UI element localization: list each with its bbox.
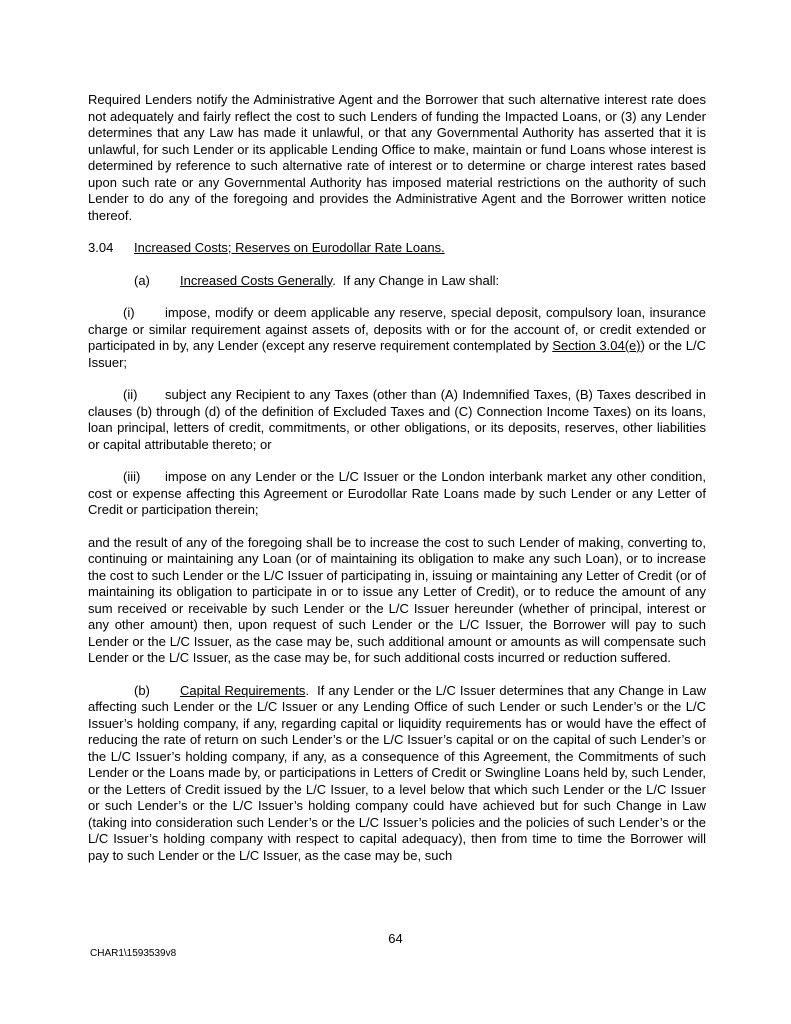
- clause-b-label: (b): [134, 682, 150, 698]
- paragraph-intro: Required Lenders notify the Administrative Agent and the Borrower that such alternative interest rate does not adequately and fairly reflect the cost to such Lenders of funding the Impacted Loans, or (3) any Lender determines that any Law has made it unlawful, or that any Governmental Authority has asserted that it is unlawful, for such Lender or its applicable Lending Office to make, maintain or fund Loans whose interest is determined by reference to such alternative rate of interest or to determine or charge interest rates based upon such rate or any Governmental Authority has imposed material restrictions on the authority of such Lender to do any of the foregoing and provides the Administrative Agent and the Borrower written notice thereof.: [88, 92, 706, 223]
- clause-a-label: (a): [134, 272, 150, 288]
- clause-b-text: . If any Lender or the L/C Issuer determines that any Change in Law affecting such Lender or the L/C Issuer or any Lending Office of such Lender or such Lender’s or the L/C Issuer’s holding company, if any, regarding capital or liquidity requirements has or would have the effect of reducing the rate of return on such Lender’s or the L/C Issuer’s capital or on the capital of such Lender’s or the L/C Issuer’s holding company, if any, as a consequence of this Agreement, the Commitments of such Lender or the Loans made by, or participations in Letters of Credit or Swingline Loans held by, such Lender, or the Letters of Credit issued by the L/C Issuer, to a level below that which such Lender or the L/C Issuer or such Lender’s or the L/C Issuer’s holding company could have achieved but for such Change in Law (taking into consideration such Lender’s or the L/C Issuer’s policies and the policies of such Lender’s or the L/C Issuer’s holding company with respect to capital adequacy), then from time to time the Borrower will pay to such Lender or the L/C Issuer, as the case may be, such: [88, 682, 706, 863]
- clause-i-label: (i): [123, 305, 135, 320]
- clause-iii-label: (iii): [123, 469, 141, 484]
- clause-a: [88, 273, 706, 290]
- clause-iii-text: impose on any Lender or the L/C Issuer or the London interbank market any other condition, cost or expense affecting this Agreement or Eurodollar Rate Loans made by such Lender or any Letter of Credit or participation therein;: [88, 469, 706, 517]
- page-content: [88, 92, 706, 880]
- clause-iii: [88, 469, 706, 519]
- section-number: 3.04: [88, 240, 114, 255]
- section-heading: [88, 240, 706, 257]
- clause-ii: [88, 387, 706, 453]
- clause-i-text-pre: impose, modify or deem applicable any reserve, special deposit, compulsory loan, insurance charge or similar requirement against assets of, deposits with or for the account of, or credit extended or participated in by, any Lender (except any reserve requirement contemplated by: [88, 305, 706, 353]
- clause-b: [88, 683, 706, 865]
- clause-ii-label: (ii): [123, 387, 138, 402]
- paragraph-result: and the result of any of the foregoing shall be to increase the cost to such Lender of making, converting to, continuing or maintaining any Loan (or of maintaining its obligation to make any such Loan), or to increase the cost to such Lender or the L/C Issuer of participating in, issuing or maintaining any Letter of Credit (or of maintaining its obligation to participate in or to issue any Letter of Credit), or to reduce the amount of any sum received or receivable by such Lender or the L/C Issuer hereunder (whether of principal, interest or any other amount) then, upon request of such Lender or the L/C Issuer, the Borrower will pay to such Lender or the L/C Issuer, as the case may be, such additional amount or amounts as will compensate such Lender or the L/C Issuer, as the case may be, for such additional costs incurred or reduction suffered.: [88, 534, 706, 665]
- clause-a-text: . If any Change in Law shall:: [332, 272, 500, 288]
- clause-i: [88, 305, 706, 371]
- section-304e-reference: Section 3.04(e): [552, 338, 641, 353]
- document-id: CHAR1\1593539v8: [90, 948, 177, 959]
- clause-ii-text: subject any Recipient to any Taxes (other than (A) Indemnified Taxes, (B) Taxes described in clauses (b) through (d) of the definition of Excluded Taxes and (C) Connection Income Taxes) on its loans, loan principal, letters of credit, commitments, or other obligations, or its deposits, reserves, other liabilities or capital attributable thereto; or: [88, 387, 706, 452]
- clause-i-text-post: ) or the L/C Issuer;: [88, 338, 707, 370]
- clause-b-title: Capital Requirements: [180, 682, 306, 698]
- clause-a-title: Increased Costs Generally: [180, 272, 333, 288]
- section-title: Increased Costs; Reserves on Eurodollar Rate Loans.: [134, 240, 445, 255]
- page-number: 64: [388, 931, 403, 946]
